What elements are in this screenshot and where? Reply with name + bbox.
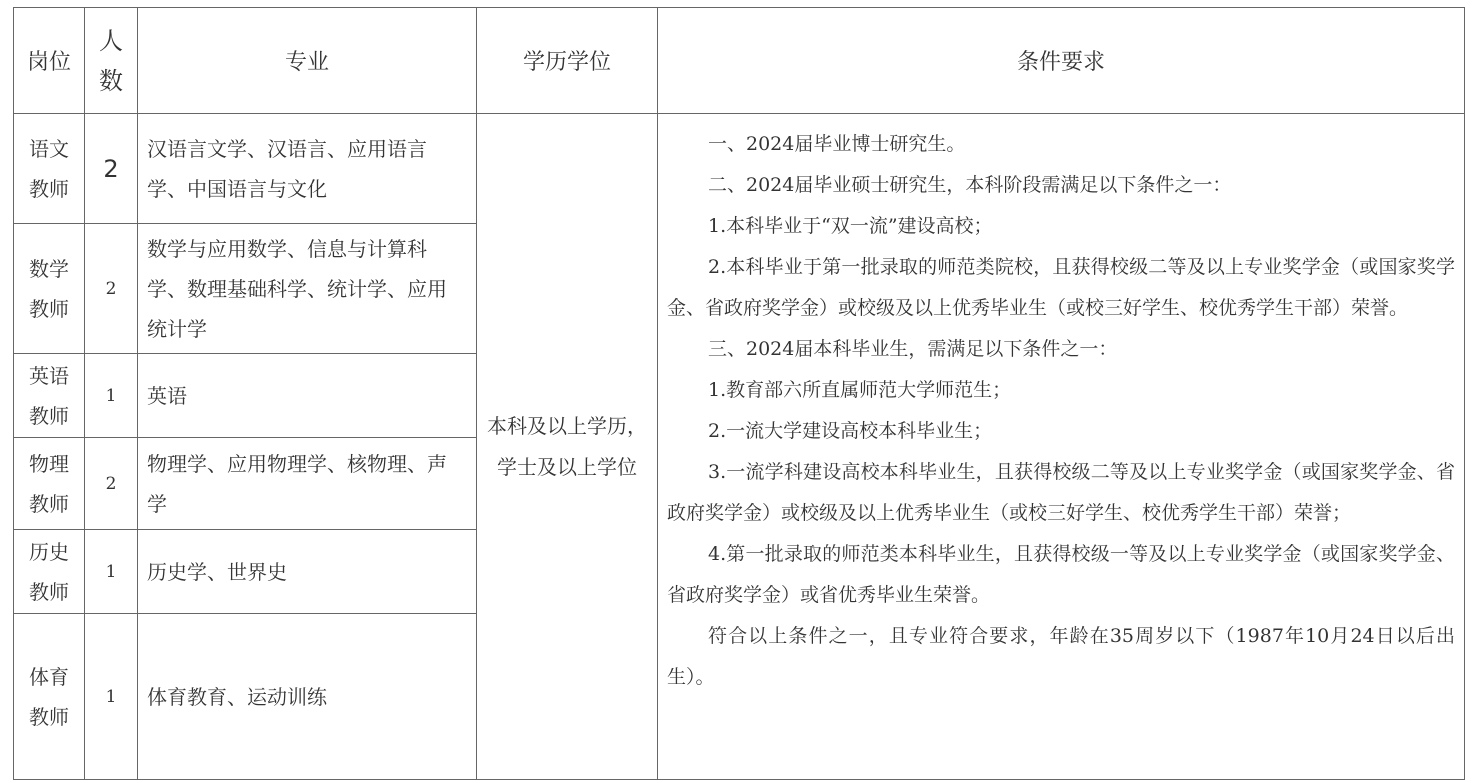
major-cell: 物理学、应用物理学、核物理、声学 xyxy=(138,438,477,530)
position-line2: 教师 xyxy=(29,296,69,321)
header-count xyxy=(85,8,138,114)
requirement-item: 1.本科毕业于“双一流”建设高校； xyxy=(708,215,993,237)
requirement-item: 2.本科毕业于第一批录取的师范类院校，且获得校级二等及以上专业奖学金（或国家奖学金、省政府奖学金）或校级及以上优秀毕业生（或校三好学生、校优秀学生干部）荣誉。 xyxy=(667,256,1455,319)
count-cell: 2 xyxy=(85,114,138,224)
count-cell: 2 xyxy=(85,224,138,354)
position-line2: 教师 xyxy=(29,403,69,428)
count-cell: 1 xyxy=(85,530,138,614)
position-line2: 教师 xyxy=(29,176,69,201)
position-line1: 历史 xyxy=(29,539,69,564)
major-cell: 历史学、世界史 xyxy=(138,530,477,614)
position-cell xyxy=(14,224,85,354)
count-cell: 1 xyxy=(85,614,138,780)
position-line2: 教师 xyxy=(29,579,69,604)
header-position: 岗位 xyxy=(14,8,85,114)
header-degree: 学历学位 xyxy=(477,8,658,114)
position-line1: 语文 xyxy=(29,136,69,161)
position-cell xyxy=(14,438,85,530)
position-line2: 教师 xyxy=(29,704,69,729)
position-line1: 体育 xyxy=(29,664,69,689)
position-line1: 英语 xyxy=(29,363,69,388)
count-cell: 2 xyxy=(85,438,138,530)
header-row xyxy=(14,8,1465,114)
header-count-line2: 数 xyxy=(99,66,123,95)
position-cell xyxy=(14,614,85,780)
header-count-line1: 人 xyxy=(99,26,123,55)
major-cell: 体育教育、运动训练 xyxy=(138,614,477,780)
position-cell xyxy=(14,530,85,614)
requirement-item: 一、2024届毕业博士研究生。 xyxy=(708,133,966,155)
degree-cell: 本科及以上学历，学士及以上学位 xyxy=(477,114,658,780)
requirement-item: 二、2024届毕业硕士研究生，本科阶段需满足以下条件之一： xyxy=(708,174,1232,196)
requirement-item: 符合以上条件之一，且专业符合要求，年龄在35周岁以下（1987年10月24日以后出生）。 xyxy=(667,625,1455,688)
position-line2: 教师 xyxy=(29,491,69,516)
requirement-item: 三、2024届本科毕业生，需满足以下条件之一： xyxy=(708,338,1118,360)
major-cell: 数学与应用数学、信息与计算科学、数理基础科学、统计学、应用统计学 xyxy=(138,224,477,354)
header-requirements: 条件要求 xyxy=(658,8,1465,114)
major-cell: 汉语言文学、汉语言、应用语言学、中国语言与文化 xyxy=(138,114,477,224)
table-row xyxy=(14,114,1465,224)
count-cell: 1 xyxy=(85,354,138,438)
requirement-item: 4.第一批录取的师范类本科毕业生，且获得校级一等及以上专业奖学金（或国家奖学金、省政府奖学金）或省优秀毕业生荣誉。 xyxy=(667,543,1455,606)
requirement-item: 3.一流学科建设高校本科毕业生，且获得校级二等及以上专业奖学金（或国家奖学金、省政府奖学金）或校级及以上优秀毕业生（或校三好学生、校优秀学生干部）荣誉； xyxy=(667,461,1455,524)
header-major: 专业 xyxy=(138,8,477,114)
major-cell: 英语 xyxy=(138,354,477,438)
position-line1: 物理 xyxy=(29,451,69,476)
requirement-item: 2.一流大学建设高校本科毕业生； xyxy=(708,420,993,442)
position-cell xyxy=(14,354,85,438)
requirement-item: 1.教育部六所直属师范大学师范生； xyxy=(708,379,1012,401)
position-line1: 数学 xyxy=(29,256,69,281)
recruitment-table xyxy=(13,7,1465,780)
requirements-cell xyxy=(658,114,1465,780)
position-cell xyxy=(14,114,85,224)
